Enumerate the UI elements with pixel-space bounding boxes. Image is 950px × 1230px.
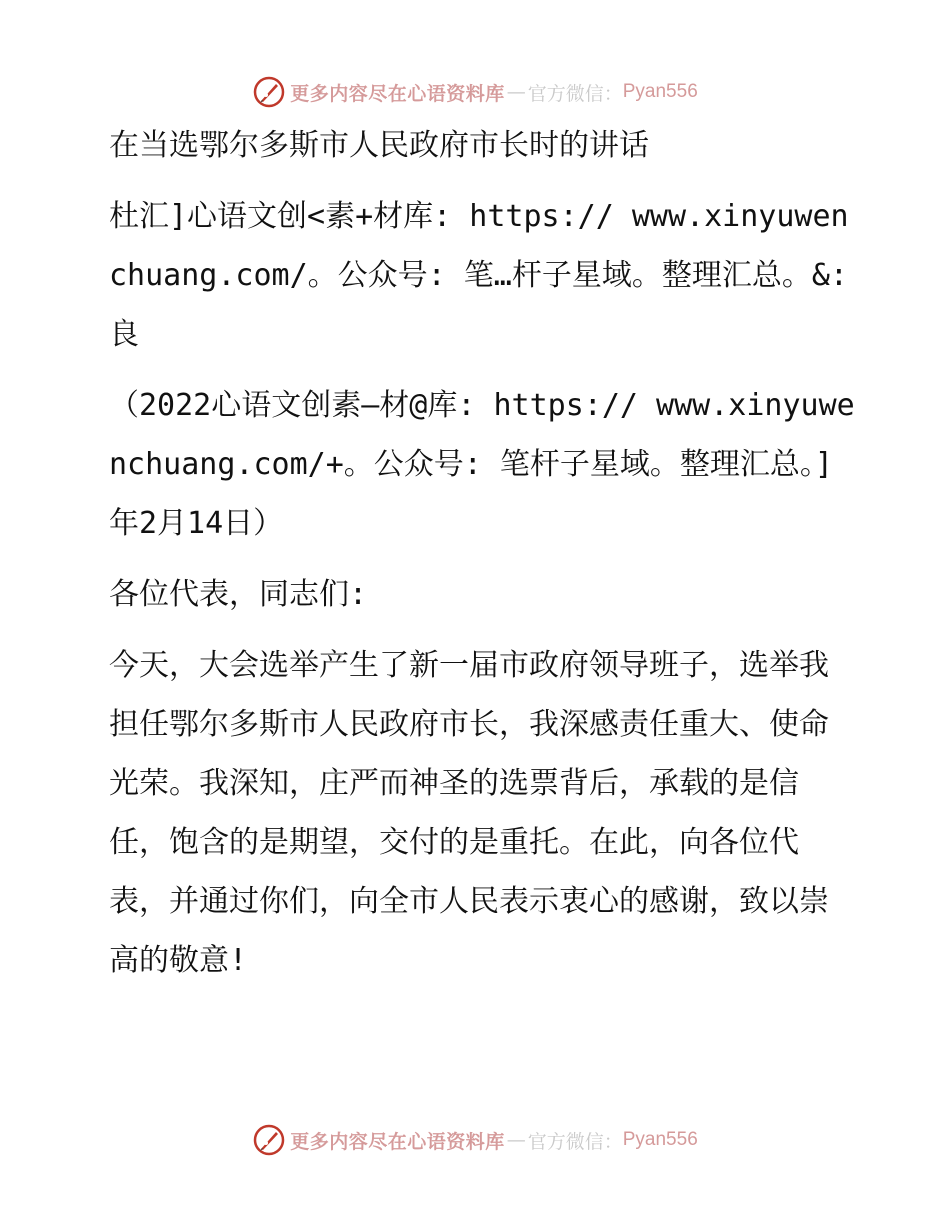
banner-wechat-id: Pyan556: [622, 1129, 698, 1150]
document-title: 在当选鄂尔多斯市人民政府市长时的讲话: [109, 128, 649, 163]
salutation: 各位代表，同志们:: [109, 577, 368, 612]
banner-separator: —: [506, 81, 526, 103]
paragraph-1: 杜汇]心语文创<素+材库: https:// www.xinyuwenchuang.com/。公众号: 笔…杆子星域。整理汇总。&: 良: [109, 199, 849, 352]
quill-logo-icon: [252, 75, 286, 109]
quill-logo-icon: [252, 1123, 286, 1157]
document-body: [97, 116, 857, 1002]
banner-wechat-id: Pyan556: [622, 81, 698, 102]
banner-text: 更多内容尽在心语资料库: [290, 1130, 505, 1153]
paragraph-body: 今天，大会选举产生了新一届市政府领导班子，选举我担任鄂尔多斯市人民政府市长，我深感责任重大、使命光荣。我深知，庄严而神圣的选票背后，承载的是信任，饱含的是期望，交付的是重托。在此，向各位代表，并通过你们，向全市人民表示衷心的感谢，致以崇高的敬意!: [109, 648, 829, 978]
banner-label: 官方微信：: [527, 1130, 623, 1153]
footer-banner: [0, 1120, 950, 1160]
banner-text: 更多内容尽在心语资料库: [290, 82, 505, 105]
banner-separator: —: [506, 1129, 526, 1151]
header-banner: [0, 72, 950, 112]
paragraph-2: （2022心语文创素—材@库: https:// www.xinyuwenchuang.com/+。公众号: 笔杆子星域。整理汇总。]年2月14日）: [109, 388, 855, 541]
banner-label: 官方微信：: [527, 82, 623, 105]
